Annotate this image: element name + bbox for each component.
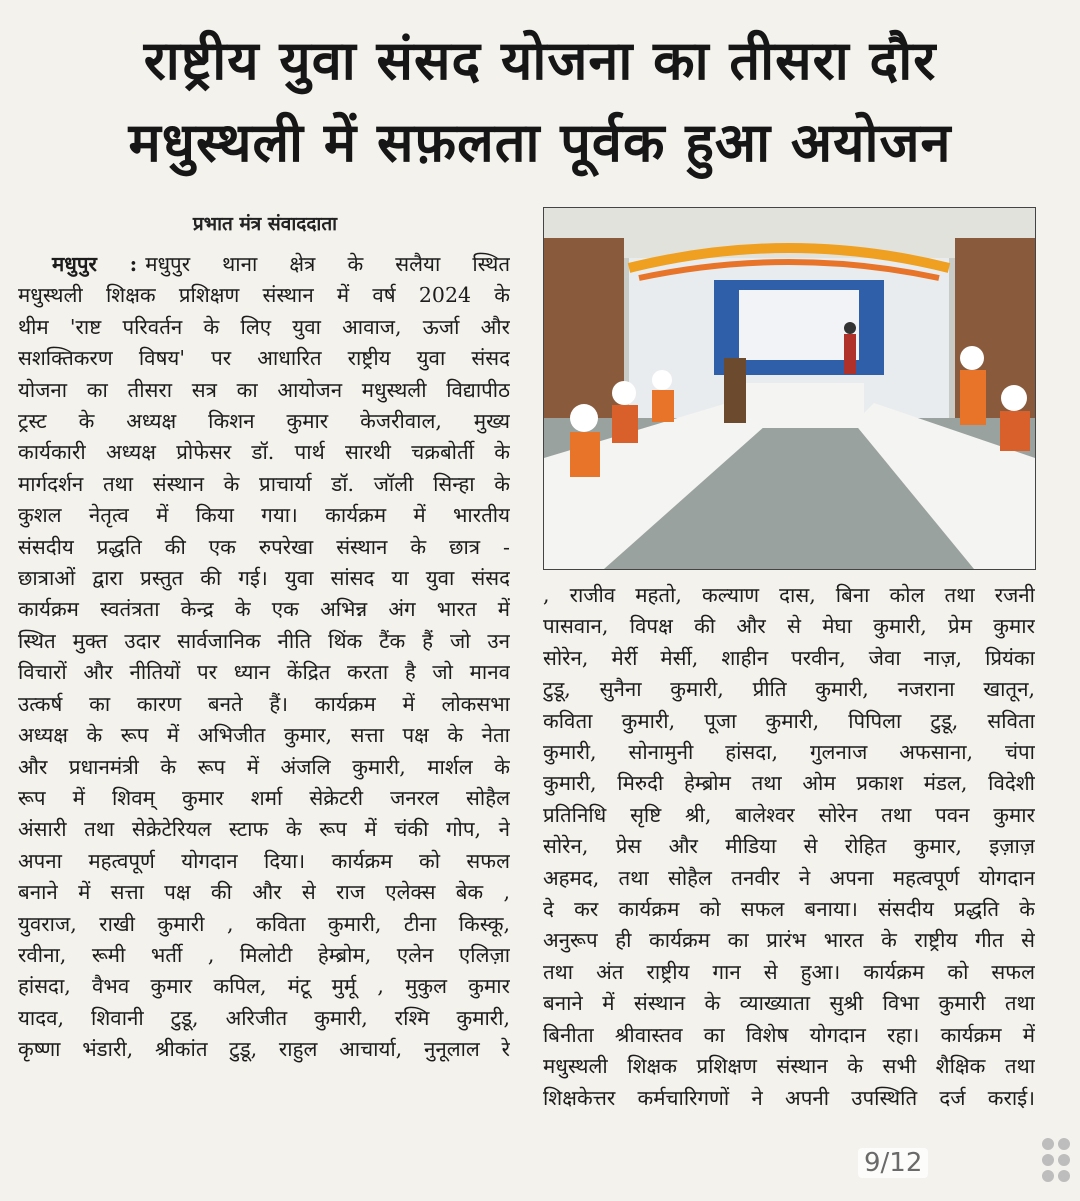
right-column-line [543, 831, 1035, 862]
left-column-line [18, 909, 510, 940]
right-column-text: टुडू, सुनैना कुमारी, प्रीति कुमारी, नजराना खातून, [543, 677, 1035, 702]
left-column-text: और प्रधानमंत्री के रूप में अंजलि कुमारी, मार्शल के [18, 754, 510, 779]
right-column-text: तथा अंत राष्ट्रीय गान से हुआ। कार्यक्रम को सफल [543, 959, 1035, 984]
left-column-line [18, 406, 510, 437]
right-column-text: प्रतिनिधि सृष्टि श्री, बालेश्वर सोरेन तथा पवन कुमार [543, 802, 1035, 827]
left-column-line [18, 971, 510, 1002]
event-photo [543, 207, 1036, 570]
right-column-line [543, 674, 1035, 705]
left-column-line [18, 1034, 510, 1065]
headline [0, 20, 1080, 184]
left-column-text: बनाने में सत्ता पक्ष की और से राज एलेक्स बेक , [18, 880, 510, 905]
left-column-text: युवराज, राखी कुमारी , कविता कुमारी, टीना किस्कू, [18, 911, 510, 936]
right-column-line [543, 1020, 1035, 1051]
right-column-line [543, 643, 1035, 674]
right-column-text: मधुस्थली शिक्षक प्रशिक्षण संस्थान के सभी शैक्षिक तथा [543, 1054, 1035, 1079]
left-column-line [18, 626, 510, 657]
left-column-text: कार्यक्रम स्वतंत्रता केन्द्र के एक अभिन्न अंग भारत में [18, 597, 510, 622]
left-column-line [18, 594, 510, 625]
page-grid-icon[interactable] [1042, 1138, 1072, 1182]
left-column-line [18, 312, 510, 343]
right-column-text: अहमद, तथा सोहैल तनवीर ने अपना महत्वपूर्ण योगदान [543, 865, 1035, 890]
right-column-line [543, 800, 1035, 831]
right-column-line [543, 737, 1035, 768]
left-column-text: अध्यक्ष के रूप में अभिजीत कुमार, सत्ता पक्ष के नेता [18, 723, 510, 748]
byline: प्रभात मंत्र संवाददाता [192, 213, 338, 235]
left-column-line [18, 469, 510, 500]
left-column-line [18, 657, 510, 688]
right-column-text: सोरेन, प्रेस और मीडिया से रोहित कुमार, इज़ाज़ [543, 834, 1035, 859]
right-column-text: बनाने में संस्थान के व्याख्याता सुश्री विभा कुमारी तथा [543, 991, 1035, 1016]
left-column-text: अपना महत्वपूर्ण योगदान दिया। कार्यक्रम को सफल [18, 848, 510, 873]
left-column-line [18, 500, 510, 531]
left-column-line [18, 280, 510, 311]
left-column-text: सशक्तिकरण विषय' पर आधारित राष्ट्रीय युवा संसद [18, 346, 510, 371]
right-column-line [543, 925, 1035, 956]
left-column-line [18, 532, 510, 563]
left-column-text: विचारों और नीतियों पर ध्यान केंद्रित करता है जो मानव [18, 660, 510, 685]
left-column-line [18, 1003, 510, 1034]
right-column-text: बिनीता श्रीवास्तव का विशेष योगदान रहा। कार्यक्रम में [543, 1022, 1035, 1047]
right-column-text: अनुरूप ही कार्यक्रम का प्रारंभ भारत के राष्ट्रीय गीत से [543, 928, 1035, 953]
left-column-line [18, 846, 510, 877]
right-column-text: सोरेन, मेर्री मेर्सी, शाहीन परवीन, जेवा नाज़, प्रियंका [543, 645, 1035, 670]
left-column-line [18, 940, 510, 971]
left-column-line [18, 783, 510, 814]
right-column-line [543, 957, 1035, 988]
right-column-line [543, 863, 1035, 894]
headline-line-2: मधुस्थली में सफ़लता पूर्वक हुआ अयोजन [128, 111, 952, 174]
left-column-text: उत्कर्ष का कारण बनते हैं। कार्यक्रम में लोकसभा [18, 691, 510, 716]
right-column-line [543, 768, 1035, 799]
left-column-text: अंसारी तथा सेक्रेटेरियल स्टाफ के रूप में चंकी गोप, ने [18, 817, 510, 842]
left-column-line [18, 563, 510, 594]
right-column-line [543, 580, 1035, 611]
left-column-text: स्थित मुक्त उदार सार्वजानिक नीति थिंक टैंक हैं जो उन [18, 628, 510, 653]
left-column-text: मधुपुर थाना क्षेत्र के सलैया स्थित [145, 252, 510, 276]
left-column-text: छात्राओं द्वारा प्रस्तुत की गई। युवा सांसद या युवा संसद [18, 566, 510, 591]
left-column-line [18, 814, 510, 845]
right-column-line [543, 1083, 1035, 1114]
right-column-line [543, 706, 1035, 737]
left-column-line [18, 689, 510, 720]
right-column-text: कविता कुमारी, पूजा कुमारी, पिपिला टुडू, सविता [543, 708, 1035, 733]
left-column-text: रूप में शिवम् कुमार शर्मा सेक्रेटरी जनरल सोहैल [18, 785, 510, 810]
left-column-text: संसदीय प्रद्धति की एक रुपरेखा संस्थान के छात्र - [18, 534, 510, 559]
right-column-text: शिक्षकेत्तर कर्मचारिगणों ने अपनी उपस्थिति दर्ज कराई। [543, 1085, 1035, 1110]
left-column-text: कृष्णा भंडारी, श्रीकांत टुडू, राहुल आचार्या, नुनूलाल रे [18, 1037, 510, 1062]
left-column-text: ट्रस्ट के अध्यक्ष किशन कुमार केजरीवाल, मुख्य [18, 409, 510, 434]
article-right-column [543, 580, 1035, 1201]
left-column-line [18, 437, 510, 468]
right-column-text: दे कर कार्यक्रम को सफल बनाया। संसदीय प्रद्धति के [543, 897, 1035, 922]
right-column-text: कुमारी, सोनामुनी हांसदा, गुलनाज अफसाना, चंपा [543, 740, 1035, 765]
article-left-column [18, 249, 510, 1201]
event-photo-illustration [544, 208, 1035, 569]
left-column-text: हांसदा, वैभव कुमार कपिल, मंटू मुर्मू , मुकुल कुमार [18, 974, 510, 999]
left-column-text: कार्यकारी अध्यक्ष प्रोफेसर डॉ. पार्थ सारथी चक्रबोर्ती के [18, 440, 510, 465]
left-column-text: यादव, शिवानी टुडू, अरिजीत कुमारी, रश्मि कुमारी, [18, 1005, 510, 1030]
left-column-text: कुशल नेतृत्व में किया गया। कार्यक्रम में भारतीय [18, 503, 510, 528]
left-column-text: थीम 'राष्ट परिवर्तन के लिए युवा आवाज, ऊर्जा और [18, 314, 510, 339]
right-column-text: , राजीव महतो, कल्याण दास, बिना कोल तथा रजनी [543, 583, 1035, 607]
left-column-text: रवीना, रूमी भर्ती , मिलोटी हेम्ब्रोम, एलेन एलिज़ा [18, 942, 510, 967]
left-column-line [18, 375, 510, 406]
left-column-line [18, 752, 510, 783]
left-column-line [18, 877, 510, 908]
left-column-text: मार्गदर्शन तथा संस्थान के प्राचार्या डॉ. जॉली सिन्हा के [18, 471, 510, 496]
right-column-line [543, 988, 1035, 1019]
right-column-line [543, 894, 1035, 925]
right-column-line [543, 1051, 1035, 1082]
left-column-line [18, 720, 510, 751]
page-indicator: 9/12 [858, 1148, 928, 1178]
left-column-line [18, 249, 510, 280]
right-column-text: कुमारी, मिरुदी हेम्ब्रोम तथा ओम प्रकाश मंडल, विदेशी [543, 771, 1035, 796]
left-column-text: योजना का तीसरा सत्र का आयोजन मधुस्थली विद्यापीठ [18, 377, 510, 402]
dateline: मधुपुर : [52, 252, 138, 276]
left-column-line [18, 343, 510, 374]
left-column-text: मधुस्थली शिक्षक प्रशिक्षण संस्थान में वर्ष 2024 के [18, 283, 510, 308]
right-column-line [543, 611, 1035, 642]
headline-line-1: राष्ट्रीय युवा संसद योजना का तीसरा दौर [143, 29, 937, 92]
right-column-text: पासवान, विपक्ष की और से मेघा कुमारी, प्रेम कुमार [543, 614, 1035, 639]
